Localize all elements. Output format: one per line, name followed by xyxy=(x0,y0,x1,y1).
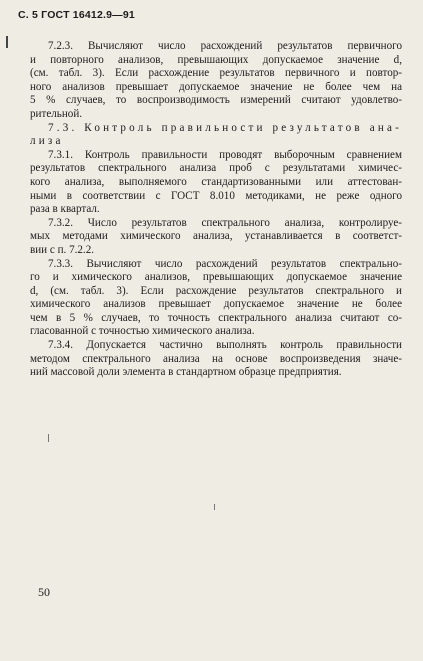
page-number: 50 xyxy=(38,585,50,599)
text-line: ний массовой доли элемента в стандартном образце предприятия. xyxy=(30,366,342,379)
section-heading-7-3 xyxy=(30,122,402,149)
paragraph-7-3-3 xyxy=(30,258,402,340)
text-line: d, (см. табл. 3). Если расхождение результатов спектрального и xyxy=(30,284,402,297)
text-line: 7.3.4. Допускается частично выполнять контроль правильности xyxy=(48,339,402,352)
text-line: ного анализов превышает допускаемое значение не более чем на xyxy=(30,80,402,93)
body-text xyxy=(30,40,402,380)
text-line: и повторного анализов, превышающих допускаемое значение d, xyxy=(30,53,402,66)
paragraph-7-2-3 xyxy=(30,40,402,122)
text-line: результатов спектрального анализа проб с результатами химичес- xyxy=(30,162,402,175)
text-line: 7.3.3. Вычисляют число расхождений результатов спектрально- xyxy=(48,257,402,270)
text-line: ными в соответствии с ГОСТ 8.010 методиками, не реже одного xyxy=(30,189,402,202)
text-line: химического анализов превышает допускаемое значение не более xyxy=(30,298,402,311)
paragraph-7-3-1 xyxy=(30,149,402,217)
text-line: (см. табл. 3). Если расхождение результатов первичного и повтор- xyxy=(30,67,402,80)
text-line: чем в 5 % случаев, то точность спектрального анализа считают со- xyxy=(30,311,402,324)
margin-mark xyxy=(6,36,8,48)
text-line: рительной. xyxy=(30,107,83,120)
text-line: 7.3.1. Контроль правильности проводят выборочным сравнением xyxy=(48,148,402,161)
text-line: гласованной с точностью химического анализа. xyxy=(30,325,255,338)
text-line: раза в квартал. xyxy=(30,203,100,216)
text-line: методом спектрального анализа на основе воспроизведения значе- xyxy=(30,352,402,365)
text-line: мых методами химического анализа, устанавливается в соответст- xyxy=(30,230,402,243)
text-line: го и химического анализов, превышающих допускаемое значение xyxy=(30,271,402,284)
text-line: 7.3.2. Число результатов спектрального анализа, контролируе- xyxy=(48,216,402,229)
page-header: С. 5 ГОСТ 16412.9—91 xyxy=(18,9,135,21)
text-line: кого анализа, выполняемого стандартизованными или аттестован- xyxy=(30,175,402,188)
paragraph-7-3-4 xyxy=(30,339,402,380)
text-line: лиза xyxy=(30,135,64,148)
stray-mark xyxy=(48,434,49,442)
paragraph-7-3-2 xyxy=(30,217,402,258)
text-line: 5 % случаев, то воспроизводимость измерений считают удовлетво- xyxy=(30,94,402,107)
text-line: 7.3. Контроль правильности результатов ана- xyxy=(48,121,402,134)
text-line: 7.2.3. Вычисляют число расхождений результатов первичного xyxy=(48,40,402,52)
text-line: вии с п. 7.2.2. xyxy=(30,243,95,256)
stray-mark xyxy=(214,504,215,510)
